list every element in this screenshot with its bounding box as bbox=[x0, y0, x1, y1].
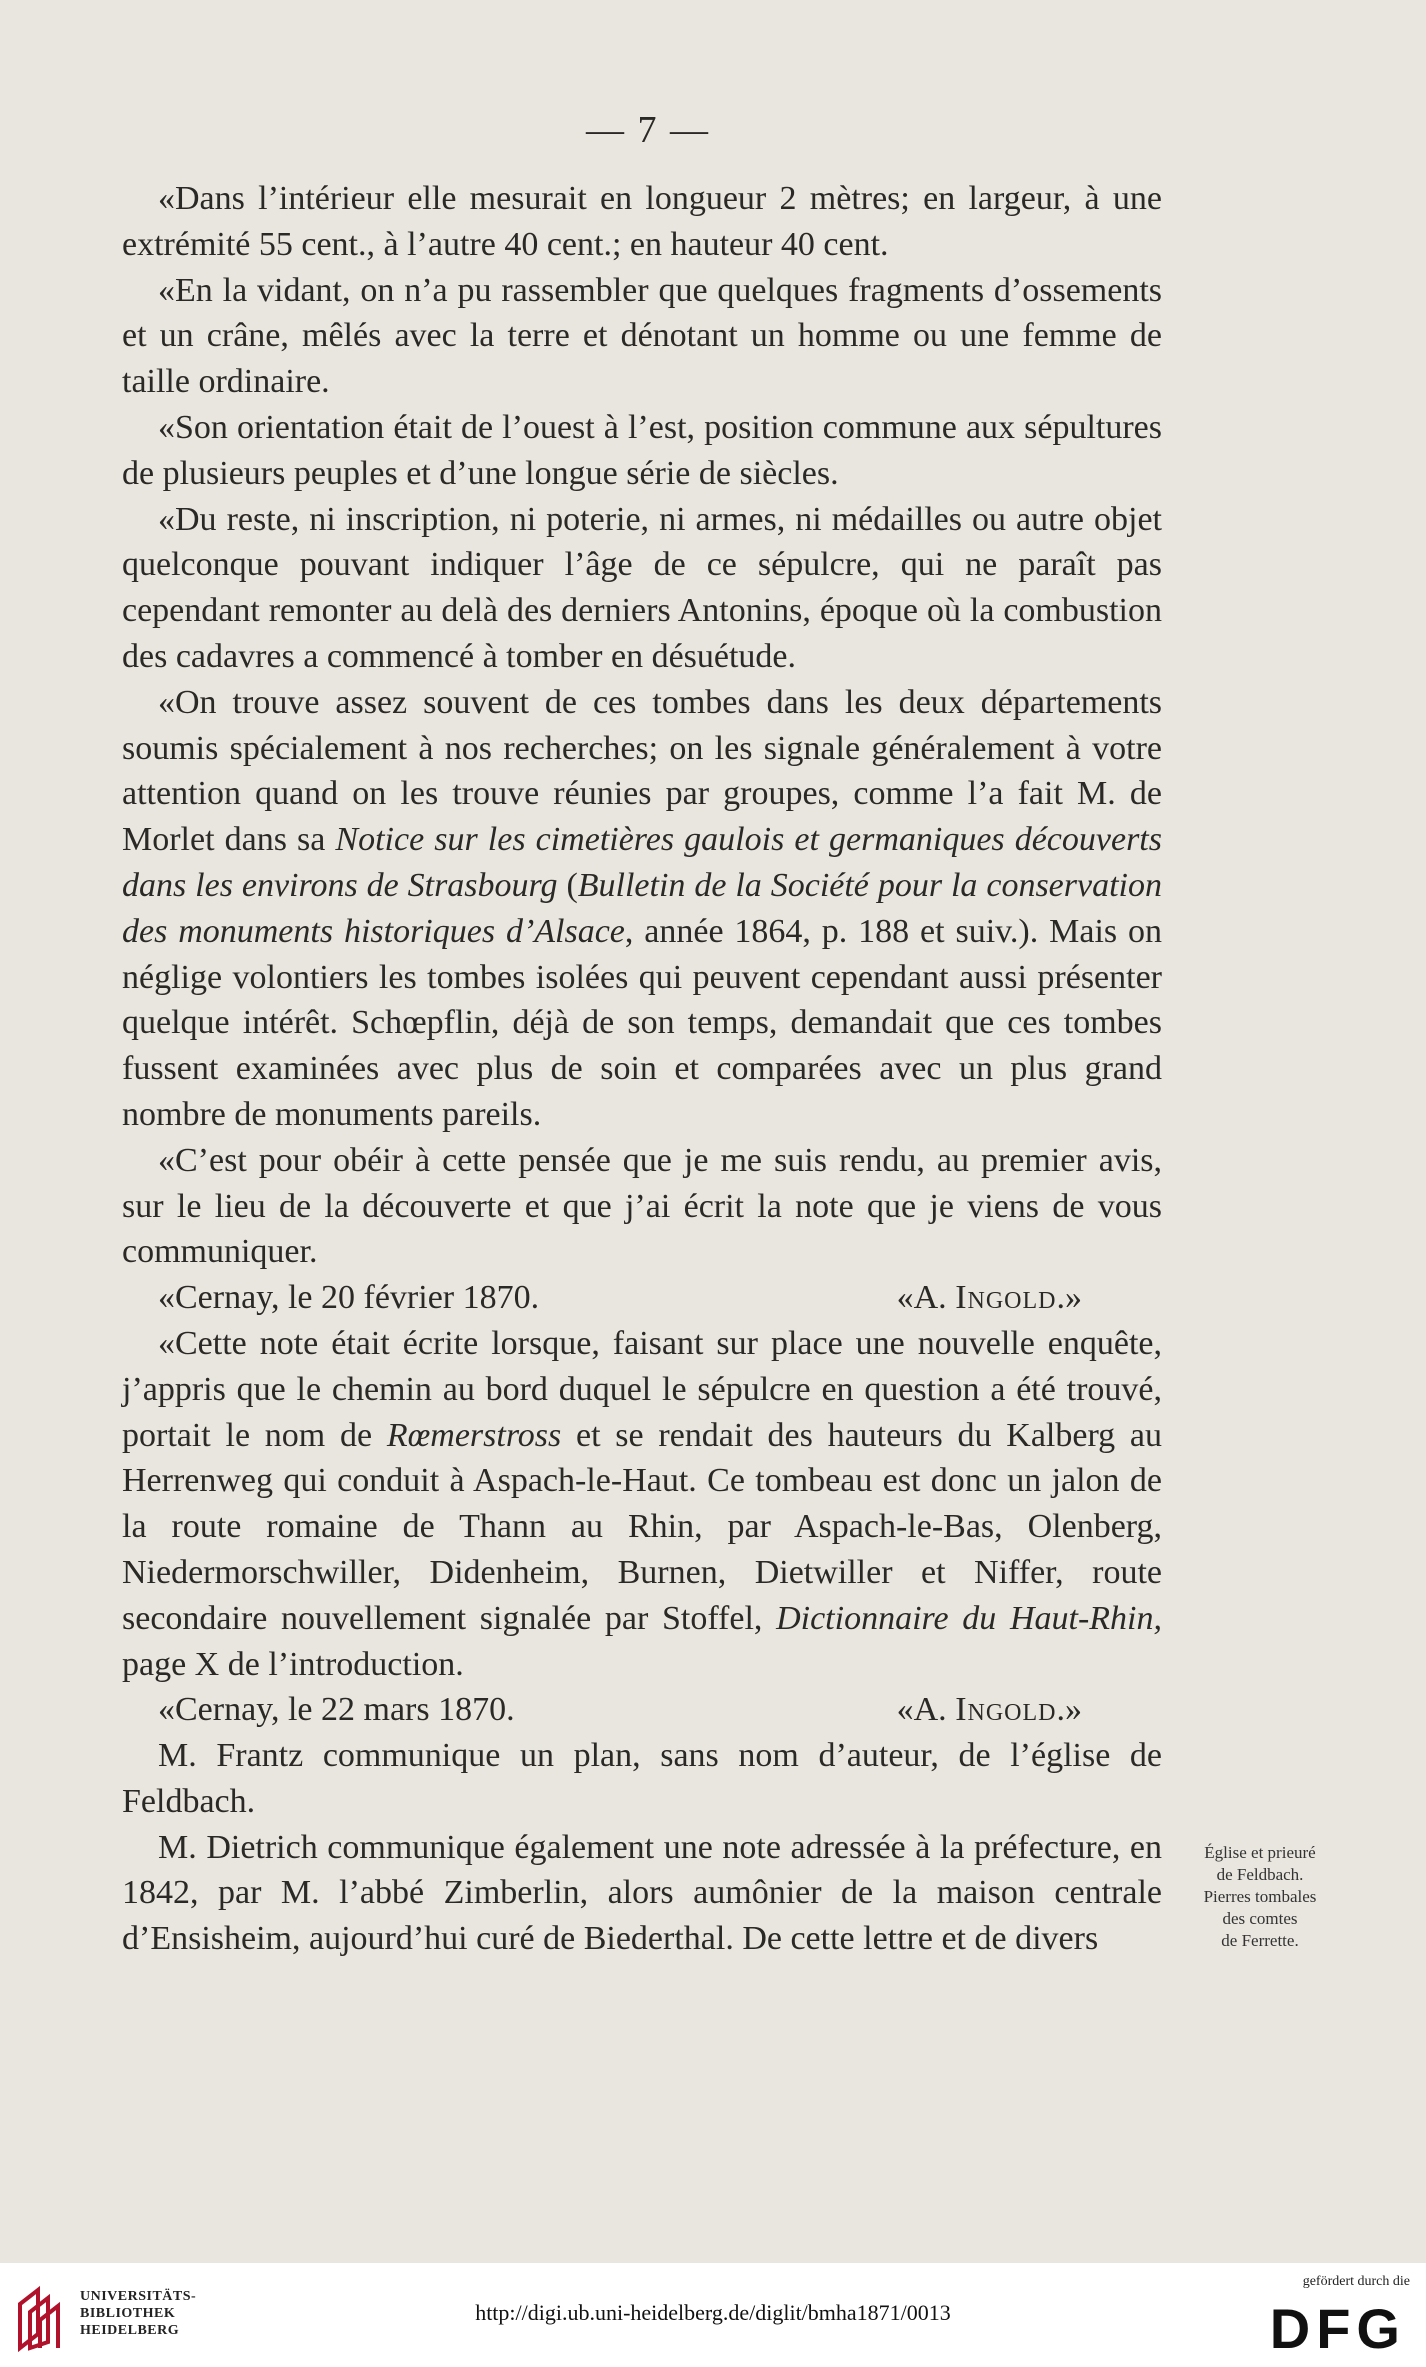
text-span: page X de l’introduction. bbox=[122, 1645, 464, 1683]
italic-name: Rœmerstross bbox=[386, 1416, 562, 1454]
italic-title: Bulletin de la Société pour la conservation des monuments historiques d’Alsace bbox=[122, 866, 1162, 950]
text-span: et se rendait des hauteurs du Kalberg au Herrenweg qui conduit à Aspach-le-Haut. Ce tombeau est donc un jalon de la route romaine de Thann au Rhin, par Aspach-le-Bas, Olenberg, Niedermorschwiller, Didenheim, Burnen, Dietwiller et Niffer, route secondaire nouvellement signalée par Stoffel, bbox=[122, 1416, 1162, 1637]
page-number: — 7 — bbox=[586, 109, 710, 151]
signature-line-2 bbox=[122, 1687, 1162, 1733]
paragraph-2: «En la vidant, on n’a pu rassembler que quelques fragments d’ossements et un crâne, mêlés avec la terre et dénotant un homme ou une femme de taille ordinaire. bbox=[122, 271, 1162, 401]
text-span: «On trouve assez souvent de ces tombes dans les deux départements soumis spécialement à nos recherches; on les signale généralement à votre attention quand on les trouve réunies par groupes, comme l’a fait M. de Morlet dans sa bbox=[122, 683, 1162, 859]
paragraph-7 bbox=[122, 1321, 1162, 1687]
signature-line-1 bbox=[122, 1275, 1162, 1321]
margin-note-line: des comtes bbox=[1222, 1909, 1298, 1928]
margin-note-line: de Feldbach. bbox=[1216, 1865, 1304, 1884]
university-name: UNIVERSITÄTS- BIBLIOTHEK HEIDELBERG bbox=[80, 2289, 197, 2338]
paragraph-9: M. Dietrich communique également une note adressée à la préfecture, en 1842, par M. l’abbé Zimberlin, alors aumônier de la maison centrale d’Ensisheim, aujourd’hui curé de Biederthal. De cette lettre et de divers bbox=[122, 1828, 1162, 1958]
paragraph-3: «Son orientation était de l’ouest à l’est, position commune aux sépultures de plusieurs peuples et d’une longue série de siècles. bbox=[122, 408, 1162, 492]
signature-date: «Cernay, le 20 février 1870. bbox=[158, 1279, 540, 1317]
italic-title: Notice sur les cimetières gaulois et germaniques découverts dans les environs de Strasbourg bbox=[122, 821, 1162, 904]
italic-title: Dictionnaire du Haut-Rhin, bbox=[776, 1599, 1162, 1637]
paragraph-1: «Dans l’intérieur elle mesurait en longueur 2 mètres; en largeur, à une extrémité 55 cent., à l’autre 40 cent.; en hauteur 40 cent. bbox=[122, 180, 1162, 263]
source-url-link[interactable]: http://digi.ub.uni-heidelberg.de/diglit/bmha1871/0013 bbox=[475, 2300, 951, 2325]
dfg-logo: DFG bbox=[1269, 2297, 1406, 2360]
text-span: ( bbox=[557, 866, 578, 904]
margin-note-line: Pierres tombales bbox=[1203, 1887, 1317, 1906]
paragraph-5 bbox=[122, 680, 1162, 1138]
text-span: , année 1864, p. 188 et suiv.). Mais on néglige volontiers les tombes isolées qui peuvent cependant aussi présenter quelque intérêt. Schœpflin, déjà de son temps, demandait que ces tombes fussent examinées avec plus de soin et comparées avec un plus grand nombre de monuments pareils. bbox=[122, 912, 1162, 1133]
margin-note-line: Église et prieuré bbox=[1204, 1843, 1316, 1862]
signature-name: «A. Ingold.» bbox=[896, 1691, 1082, 1729]
margin-note-line: de Ferrette. bbox=[1221, 1931, 1299, 1950]
paragraph-4: «Du reste, ni inscription, ni poterie, ni armes, ni médailles ou autre objet quelconque pouvant indiquer l’âge de ce sépulcre, qui ne paraît pas cependant remonter au delà des derniers Antonins, époque où la combustion des cadavres a commencé à tomber en désuétude. bbox=[122, 500, 1162, 675]
funding-label: gefördert durch die bbox=[1302, 2274, 1410, 2289]
signature-date: «Cernay, le 22 mars 1870. bbox=[158, 1691, 515, 1729]
signature-name: «A. Ingold.» bbox=[896, 1279, 1082, 1317]
paragraph-6: «C’est pour obéir à cette pensée que je me suis rendu, au premier avis, sur le lieu de la découverte et que j’ai écrit la note que je viens de vous communiquer. bbox=[122, 1141, 1162, 1271]
paragraph-8: M. Frantz communique un plan, sans nom d’auteur, de l’église de Feldbach. bbox=[122, 1737, 1162, 1820]
text-span: «Cette note était écrite lorsque, faisant sur place une nouvelle enquête, j’appris que le chemin au bord duquel le sépulcre en question a été trouvé, portait le nom de bbox=[122, 1324, 1162, 1454]
margin-note bbox=[1180, 1842, 1340, 1952]
body-text bbox=[122, 176, 1162, 1962]
